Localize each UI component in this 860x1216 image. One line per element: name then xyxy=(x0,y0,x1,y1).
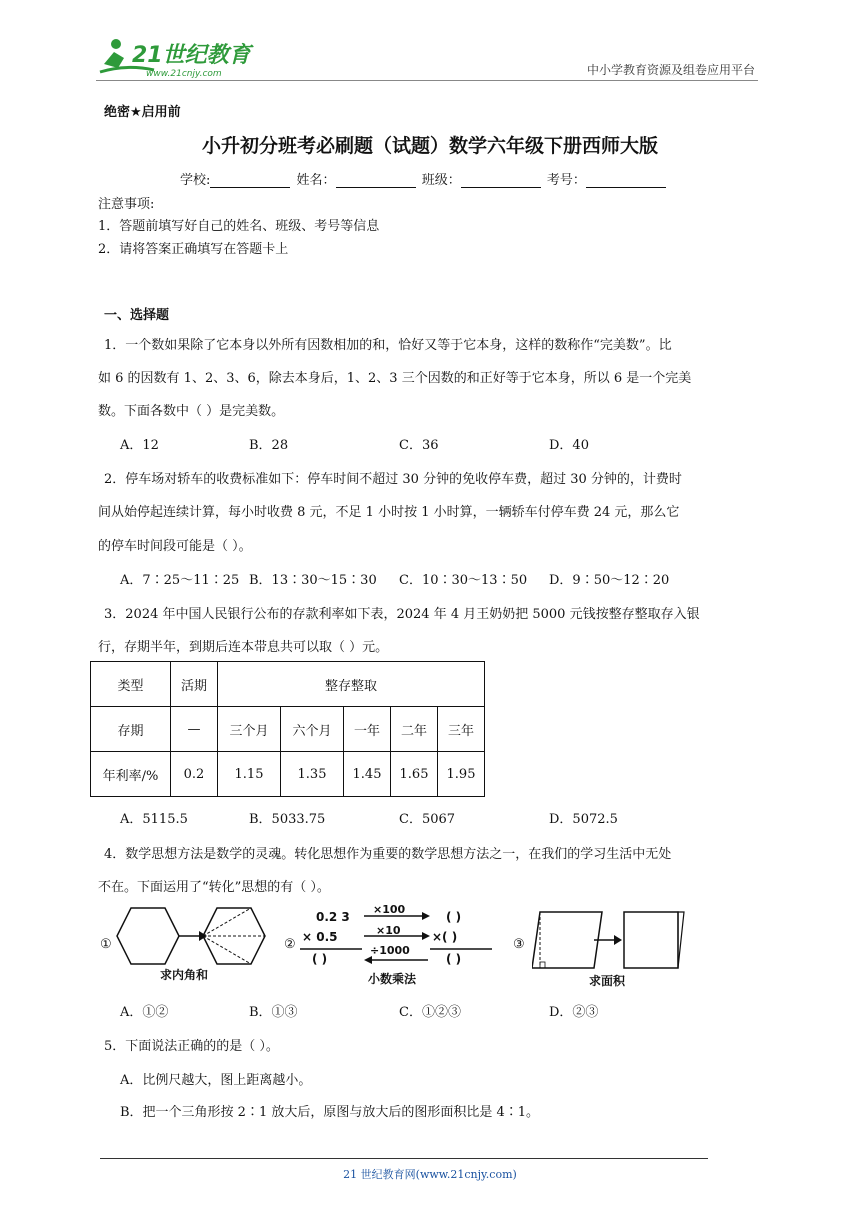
parallelogram-figure xyxy=(532,910,692,974)
q4-option-a[interactable]: A．①② xyxy=(120,1005,169,1020)
table-cell: 一年 xyxy=(344,707,391,752)
table-cell: 六个月 xyxy=(281,707,344,752)
table-cell: 整存整取 xyxy=(218,662,485,707)
table-cell: 1.95 xyxy=(438,752,485,797)
figure2-multiplicand: 0.2 3 xyxy=(316,910,350,924)
section-heading: 一、选择题 xyxy=(104,308,170,323)
figure2-result-3: ( ) xyxy=(446,952,462,966)
logo-url: www.21cnjy.com xyxy=(146,69,222,79)
class-label: 班级： xyxy=(421,173,461,188)
figure-caption-3: 求面积 xyxy=(589,974,626,988)
q4-option-d[interactable]: D．②③ xyxy=(549,1005,599,1020)
figure2-result-2: ×( ) xyxy=(432,930,458,944)
q1-option-b[interactable]: B．28 xyxy=(249,438,289,453)
interest-rate-table xyxy=(90,661,485,797)
name-blank[interactable] xyxy=(336,173,416,188)
table-cell: 存期 xyxy=(91,707,171,752)
q4-option-c[interactable]: C．①②③ xyxy=(399,1005,461,1020)
student-info-row xyxy=(180,169,668,188)
table-cell: 三个月 xyxy=(218,707,281,752)
name-label: 姓名： xyxy=(296,173,336,188)
q3-option-b[interactable]: B．5033.75 xyxy=(249,812,326,827)
figure2-op-3: ÷1000 xyxy=(370,944,410,957)
q2-line-1: 2．停车场对轿车的收费标准如下：停车时间不超过 30 分钟的免收停车费，超过 30 分钟的，计费时 xyxy=(104,472,682,487)
q1-line-2: 如 6 的因数有 1、2、3、6，除去本身后，1、2、3 三个因数的和正好等于它本身，所以 6 是一个完美 xyxy=(98,371,692,386)
table-cell: 三年 xyxy=(438,707,485,752)
q4-line-1: 4．数学思想方法是数学的灵魂。转化思想作为重要的数学思想方法之一，在我们的学习生活中无处 xyxy=(104,847,672,862)
figure2-product: ( ) xyxy=(312,952,328,966)
page-title: 小升初分班考必刷题（试题）数学六年级下册西师大版 xyxy=(201,135,658,157)
table-cell: — xyxy=(171,707,218,752)
figure-caption-1: 求内角和 xyxy=(160,968,209,982)
figure2-result-1: ( ) xyxy=(446,910,462,924)
table-cell: 1.45 xyxy=(344,752,391,797)
exam-no-blank[interactable] xyxy=(586,173,666,188)
q2-line-3: 的停车时间段可能是（ ）。 xyxy=(98,539,252,554)
footer-link[interactable]: 21 世纪教育网(www.21cnjy.com) xyxy=(343,1168,517,1181)
school-label: 学校: xyxy=(180,173,211,188)
q3-option-a[interactable]: A．5115.5 xyxy=(120,812,188,827)
q2-option-b[interactable]: B．13∶30～15∶30 xyxy=(249,573,377,588)
table-cell: 0.2 xyxy=(171,752,218,797)
exam-no-label: 考号： xyxy=(546,173,586,188)
q2-option-a[interactable]: A．7∶25～11∶25 xyxy=(120,573,240,588)
footer-divider xyxy=(100,1158,708,1159)
logo-text: 21世纪教育 xyxy=(132,43,251,68)
q1-option-c[interactable]: C．36 xyxy=(399,438,439,453)
site-logo xyxy=(96,34,266,80)
q2-option-c[interactable]: C．10∶30～13∶50 xyxy=(399,573,528,588)
platform-name: 中小学教育资源及组卷应用平台 xyxy=(586,63,755,77)
q5-option-a[interactable]: A．比例尺越大，图上距离越小。 xyxy=(120,1073,312,1088)
table-cell: 类型 xyxy=(91,662,171,707)
notice-item-1: 1．答题前填写好自己的姓名、班级、考号等信息 xyxy=(98,219,380,234)
q1-line-1: 1．一个数如果除了它本身以外所有因数相加的和，恰好又等于它本身，这样的数称作“完美数”。比 xyxy=(104,338,672,353)
class-blank[interactable] xyxy=(461,173,541,188)
q2-option-d[interactable]: D．9∶50～12∶20 xyxy=(549,573,670,588)
q5-option-b[interactable]: B．把一个三角形按 2∶1 放大后，原图与放大后的图形面积比是 4∶1。 xyxy=(120,1105,540,1120)
figure-caption-2: 小数乘法 xyxy=(368,972,417,986)
q4-option-b[interactable]: B．①③ xyxy=(249,1005,298,1020)
q3-option-d[interactable]: D．5072.5 xyxy=(549,812,618,827)
secret-label: 绝密★启用前 xyxy=(104,105,181,120)
table-cell: 1.65 xyxy=(391,752,438,797)
figure2-op-2: ×10 xyxy=(376,924,401,937)
figure2-op-1: ×100 xyxy=(373,903,406,916)
table-row xyxy=(91,662,485,707)
q5-line: 5．下面说法正确的的是（ ）。 xyxy=(104,1039,279,1054)
header-divider xyxy=(96,80,758,81)
q3-option-c[interactable]: C．5067 xyxy=(399,812,456,827)
figure-number-1: ① xyxy=(100,937,112,952)
q3-line-2: 行，存期半年，到期后连本带息共可以取（ ）元。 xyxy=(98,640,389,655)
table-cell: 年利率/% xyxy=(91,752,171,797)
notice-item-2: 2．请将答案正确填写在答题卡上 xyxy=(98,242,289,257)
q4-line-2: 不在。下面运用了“转化”思想的有（ ）。 xyxy=(98,880,330,895)
figure-number-2: ② xyxy=(284,937,296,952)
table-cell: 二年 xyxy=(391,707,438,752)
q1-line-3: 数。下面各数中（ ）是完美数。 xyxy=(98,404,285,419)
table-cell: 1.35 xyxy=(281,752,344,797)
table-cell: 1.15 xyxy=(218,752,281,797)
figure2-multiplier: × 0.5 xyxy=(302,930,338,944)
school-blank[interactable] xyxy=(210,173,290,188)
table-row xyxy=(91,752,485,797)
q1-option-a[interactable]: A．12 xyxy=(120,438,159,453)
q1-option-d[interactable]: D．40 xyxy=(549,438,589,453)
q3-line-1: 3．2024 年中国人民银行公布的存款利率如下表，2024 年 4 月王奶奶把 5000 元钱按整存整取存入银 xyxy=(104,607,700,622)
table-cell: 活期 xyxy=(171,662,218,707)
notice-heading: 注意事项: xyxy=(98,197,155,212)
table-row xyxy=(91,707,485,752)
figure-number-3: ③ xyxy=(513,937,525,952)
q2-line-2: 间从始停起连续计算，每小时收费 8 元，不足 1 小时按 1 小时算，一辆轿车付停车费 24 元，那么它 xyxy=(98,505,680,520)
